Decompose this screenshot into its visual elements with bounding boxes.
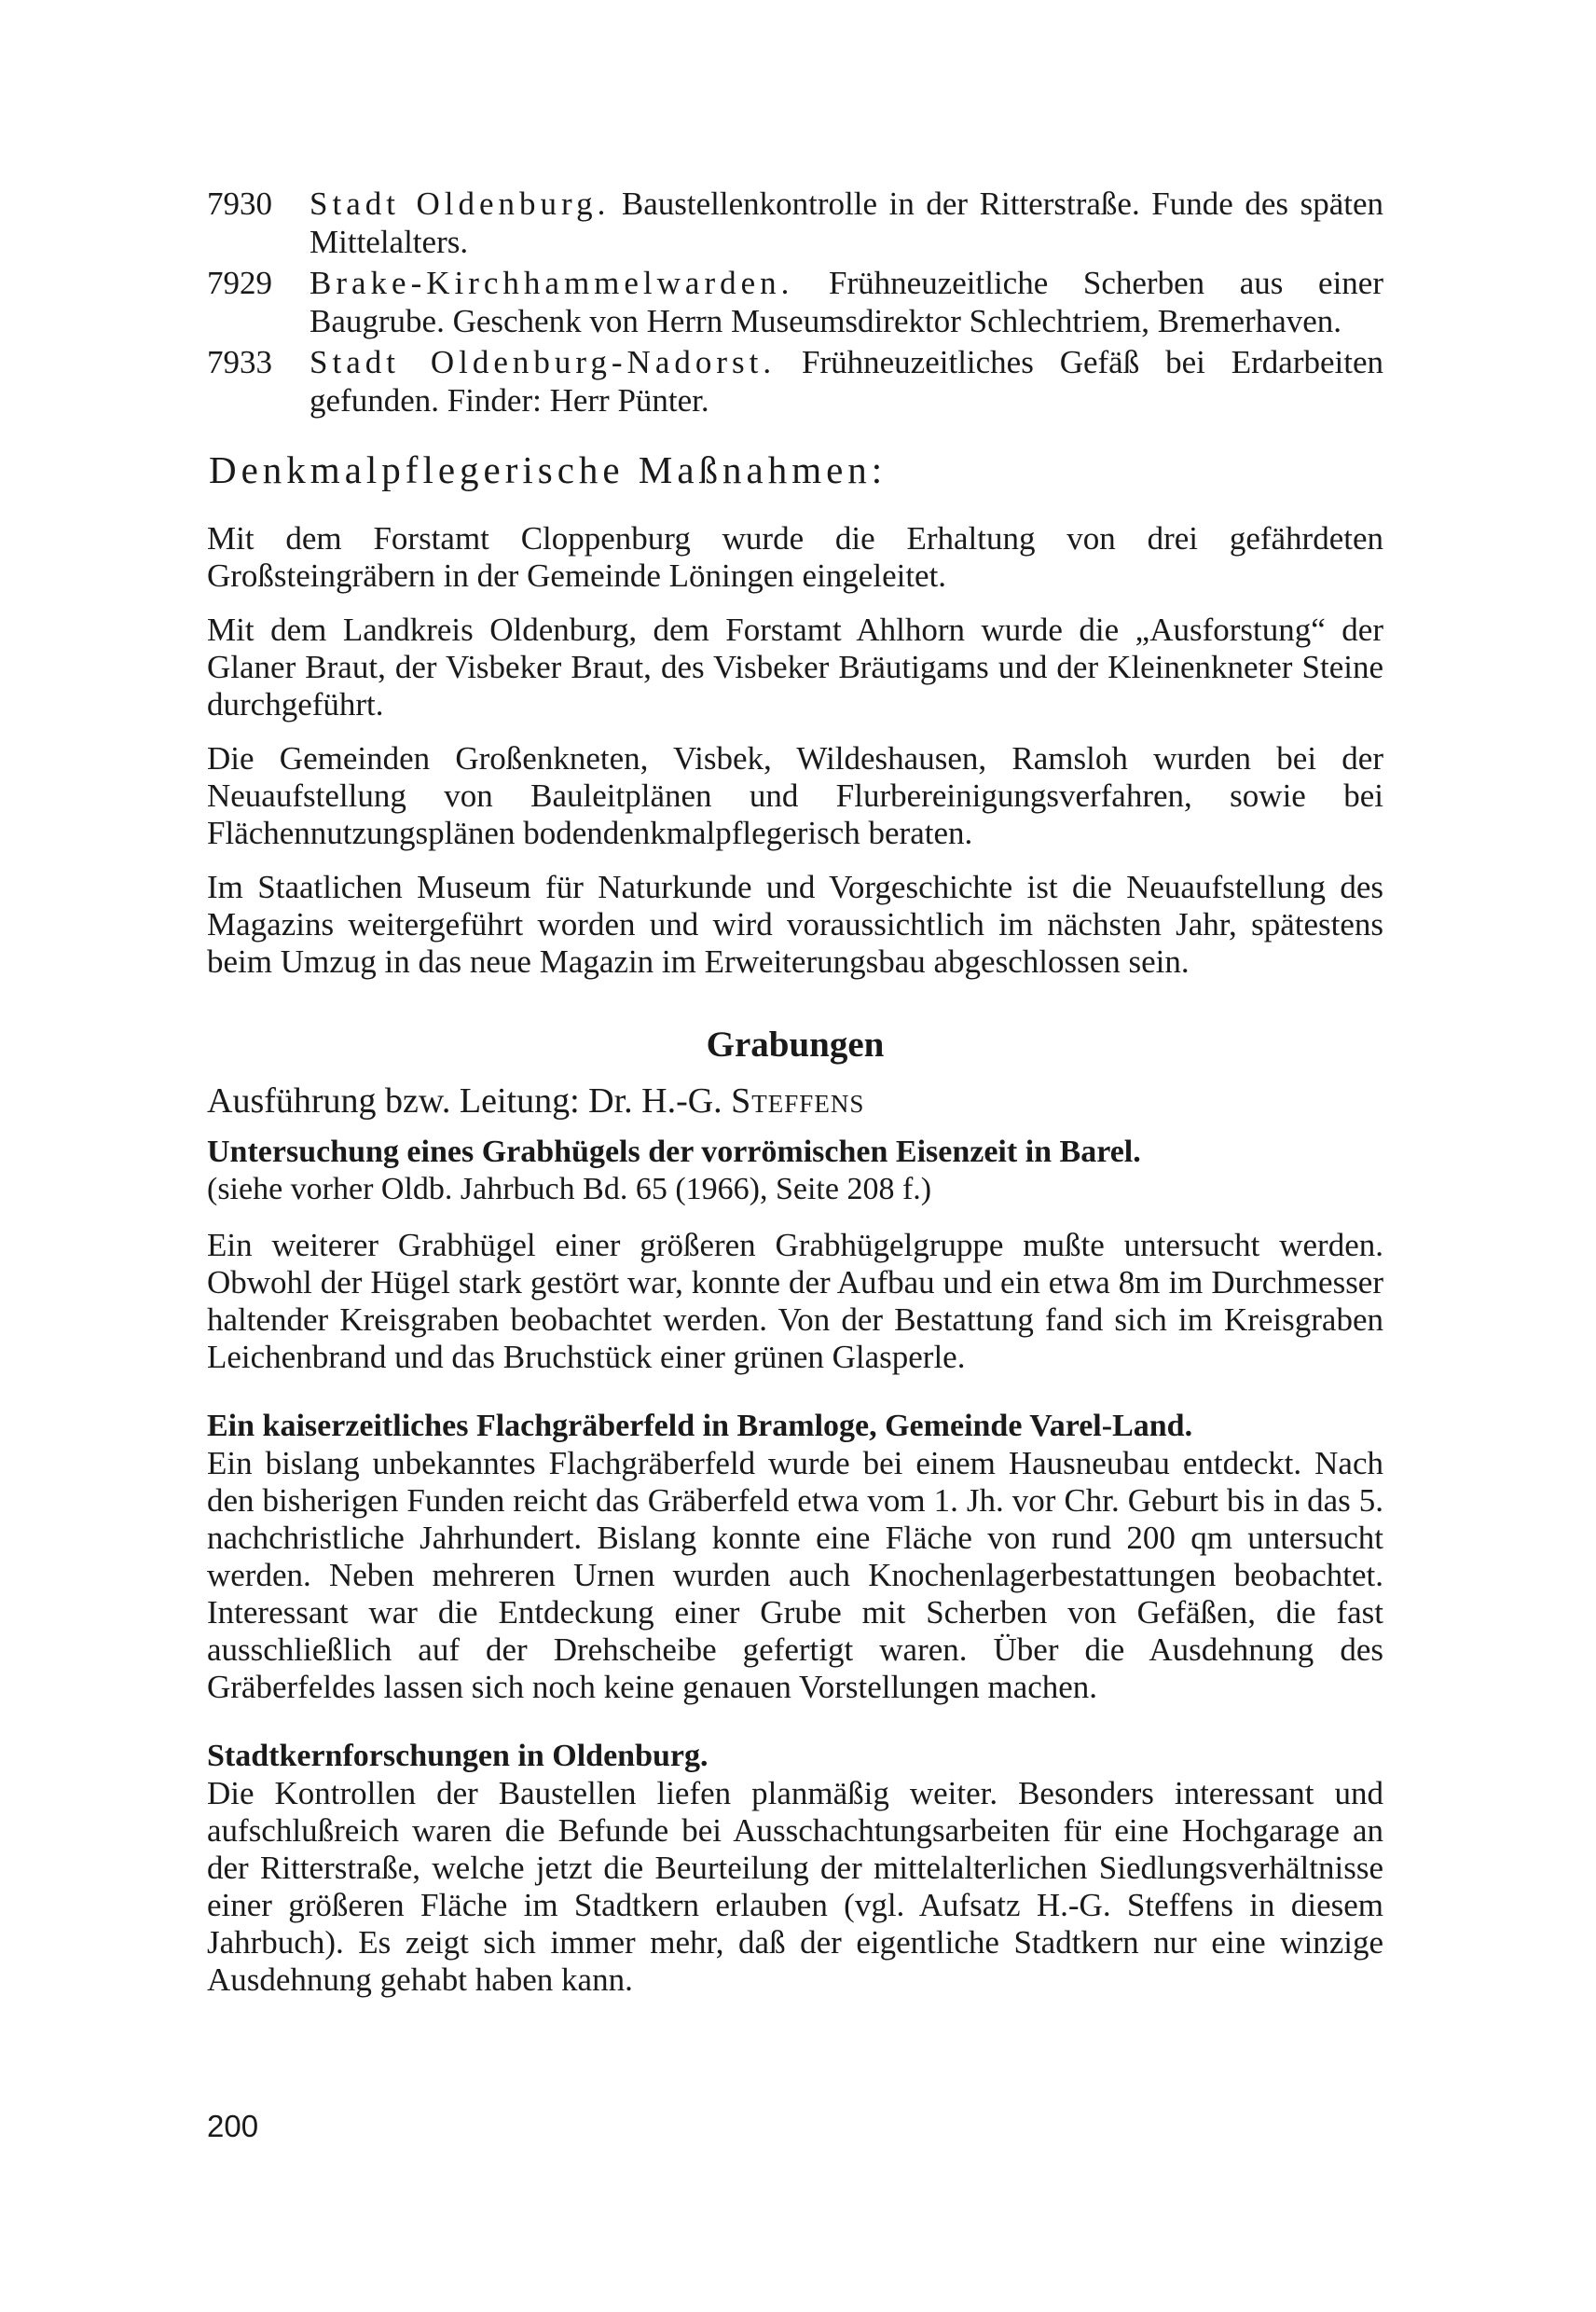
find-description: Frühneuzeitliche Scherben aus einer Baugrube. Geschenk von Herrn Museumsdirektor Schlechtriem, Bremerhaven. bbox=[310, 265, 1383, 339]
find-entry bbox=[207, 343, 1383, 420]
section-title-grabungen: Grabungen bbox=[706, 1025, 885, 1065]
find-place: Stadt Oldenburg-Nadorst. bbox=[310, 344, 777, 380]
find-description: Baustellenkontrolle in der Ritterstraße. Funde des späten Mittelalters. bbox=[310, 186, 1383, 260]
find-number: 7933 bbox=[207, 344, 272, 380]
page-content bbox=[207, 185, 1383, 1999]
find-place: Brake-Kirchhammelwarden. bbox=[310, 265, 794, 301]
subsection-title: Stadtkernforschungen in Oldenburg. bbox=[207, 1739, 709, 1773]
find-place: Stadt Oldenburg. bbox=[310, 186, 611, 222]
find-number: 7930 bbox=[207, 186, 272, 222]
lead-name: Steffens bbox=[731, 1081, 865, 1121]
page-number: 200 bbox=[207, 2109, 259, 2143]
paragraph: Ein weiterer Grabhügel einer größeren Grabhügelgruppe mußte untersucht werden. Obwohl der Hügel stark gestört war, konnte der Aufbau und ein etwa 8m im Durchmesser haltender Kreisgraben beobachtet werden. Von der Bestattung fand sich im Kreisgraben Leichenbrand und das Bruchstück einer grünen Glasperle. bbox=[207, 1227, 1383, 1375]
find-number: 7929 bbox=[207, 265, 272, 301]
paragraph: Mit dem Landkreis Oldenburg, dem Forstamt Ahlhorn wurde die „Ausforstung“ der Glaner Braut, der Visbeker Braut, des Visbeker Bräutigams und der Kleinenkneter Steine durchgeführt. bbox=[207, 612, 1383, 722]
reference-note: (siehe vorher Oldb. Jahrbuch Bd. 65 (1966), Seite 208 f.) bbox=[207, 1172, 932, 1206]
paragraph: Die Gemeinden Großenkneten, Visbek, Wildeshausen, Ramsloh wurden bei der Neuaufstellung von Bauleitplänen und Flurbereinigungsverfahren, sowie bei Flächennutzungsplänen bodendenkmalpflegerisch beraten. bbox=[207, 740, 1383, 851]
find-entry bbox=[207, 264, 1383, 340]
paragraph: Ein bislang unbekanntes Flachgräberfeld wurde bei einem Hausneubau entdeckt. Nach den bisherigen Funden reicht das Gräberfeld etwa vom 1. Jh. vor Chr. Geburt bis in das 5. nachchristliche Jahrhundert. Bislang konnte eine Fläche von rund 200 qm untersucht werden. Neben mehreren Urnen wurden auch Knochenlagerbestattungen beobachtet. Interessant war die Entdeckung einer Grube mit Scherben von Gefäßen, die fast ausschließlich auf der Drehscheibe gefertigt waren. Über die Ausdehnung des Gräberfeldes lassen sich noch keine genauen Vorstellungen machen. bbox=[207, 1445, 1383, 1705]
find-entry bbox=[207, 185, 1383, 261]
paragraph: Im Staatlichen Museum für Naturkunde und Vorgeschichte ist die Neuaufstellung des Magazins weitergeführt worden und wird voraussichtlich im nächsten Jahr, spätestens beim Umzug in das neue Magazin im Erweiterungsbau abgeschlossen sein. bbox=[207, 869, 1383, 980]
paragraph: Die Kontrollen der Baustellen liefen planmäßig weiter. Besonders interessant und aufschlußreich waren die Befunde bei Ausschachtungsarbeiten für eine Hochgarage an der Ritterstraße, welche jetzt die Beurteilung der mittelalterlichen Siedlungsverhältnisse einer größeren Fläche im Stadtkern erlauben (vgl. Aufsatz H.-G. Steffens in diesem Jahrbuch). Es zeigt sich immer mehr, daß der eigentliche Stadtkern nur eine winzige Ausdehnung gehabt haben kann. bbox=[207, 1775, 1383, 1998]
find-description: Frühneuzeitliches Gefäß bei Erdarbeiten gefunden. Finder: Herr Pünter. bbox=[310, 344, 1383, 419]
subsection-title: Untersuchung eines Grabhügels der vorrömischen Eisenzeit in Barel. bbox=[207, 1135, 1141, 1169]
excavation-lead bbox=[207, 1080, 1383, 1122]
lead-label: Ausführung bzw. Leitung: Dr. H.-G. bbox=[207, 1081, 732, 1121]
subsection-title: Ein kaiserzeitliches Flachgräberfeld in Bramloge, Gemeinde Varel-Land. bbox=[207, 1409, 1193, 1443]
section-heading-denkmalpflege: Denkmalpflegerische Maßnahmen: bbox=[209, 448, 887, 491]
paragraph: Mit dem Forstamt Cloppenburg wurde die Erhaltung von drei gefährdeten Großsteingräbern in der Gemeinde Löningen eingeleitet. bbox=[207, 520, 1383, 594]
